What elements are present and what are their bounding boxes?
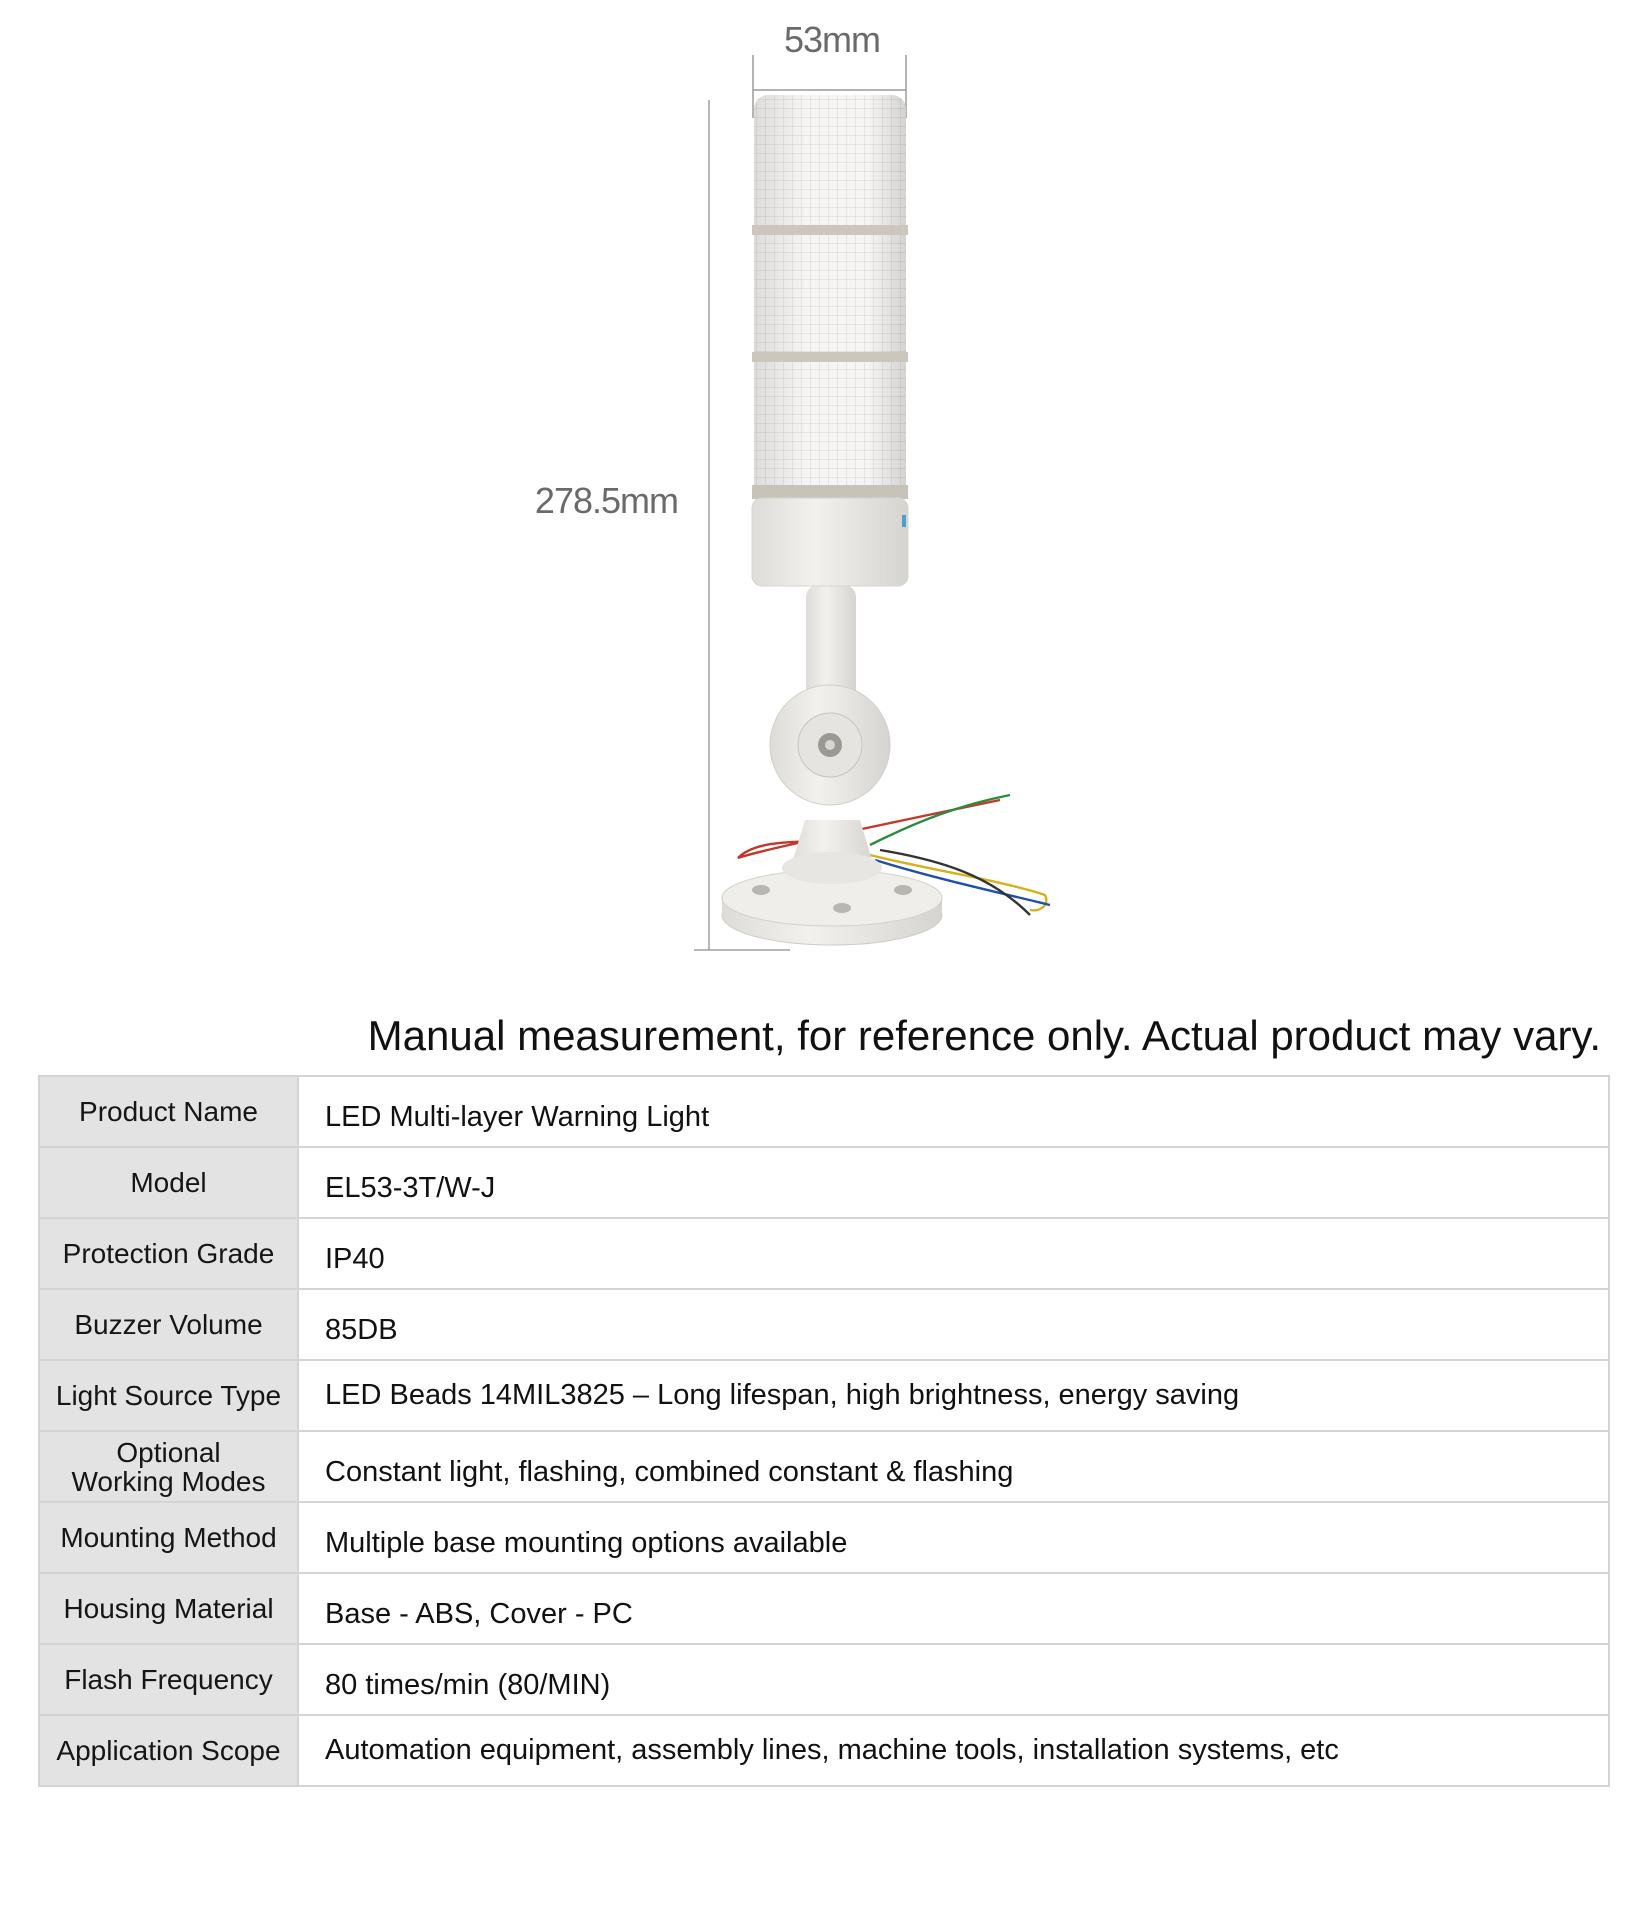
width-label: 53mm	[783, 19, 881, 60]
spec-label: Protection Grade	[39, 1218, 298, 1289]
spec-value: EL53-3T/W-J	[298, 1147, 1609, 1218]
spec-label-line: Working Modes	[71, 1465, 266, 1497]
table-row	[39, 1076, 1609, 1147]
table-row	[39, 1715, 1609, 1786]
spec-value: IP40	[298, 1218, 1609, 1289]
spec-table	[38, 1075, 1610, 1787]
spec-label: Buzzer Volume	[39, 1289, 298, 1360]
table-row	[39, 1502, 1609, 1573]
table-row	[39, 1147, 1609, 1218]
mounting-base	[722, 820, 942, 945]
spec-label: Housing Material	[39, 1573, 298, 1644]
table-row	[39, 1360, 1609, 1431]
spec-value: Constant light, flashing, combined constant & flashing	[298, 1431, 1609, 1502]
measurement-caption: Manual measurement, for reference only. Actual product may vary.	[367, 1012, 1601, 1059]
table-row	[39, 1289, 1609, 1360]
height-label: 278.5mm	[534, 480, 678, 521]
table-row	[39, 1644, 1609, 1715]
spec-value: 80 times/min (80/MIN)	[298, 1644, 1609, 1715]
table-row	[39, 1431, 1609, 1502]
table-row	[39, 1218, 1609, 1289]
pivot-joint	[770, 585, 890, 805]
spec-label: Mounting Method	[39, 1502, 298, 1573]
table-row	[39, 1573, 1609, 1644]
spec-label: Flash Frequency	[39, 1644, 298, 1715]
spec-value: Automation equipment, assembly lines, machine tools, installation systems, etc	[298, 1715, 1609, 1786]
spec-value: 85DB	[298, 1289, 1609, 1360]
spec-label: Application Scope	[39, 1715, 298, 1786]
light-tower	[752, 95, 908, 586]
spec-label-line: Optional	[116, 1436, 221, 1468]
spec-label: Product Name	[39, 1076, 298, 1147]
spec-label: Light Source Type	[39, 1360, 298, 1431]
spec-value: Base - ABS, Cover - PC	[298, 1573, 1609, 1644]
spec-label	[39, 1431, 298, 1502]
spec-value: LED Beads 14MIL3825 – Long lifespan, high brightness, energy saving	[298, 1360, 1609, 1431]
spec-value: LED Multi-layer Warning Light	[298, 1076, 1609, 1147]
spec-value: Multiple base mounting options available	[298, 1502, 1609, 1573]
spec-label: Model	[39, 1147, 298, 1218]
